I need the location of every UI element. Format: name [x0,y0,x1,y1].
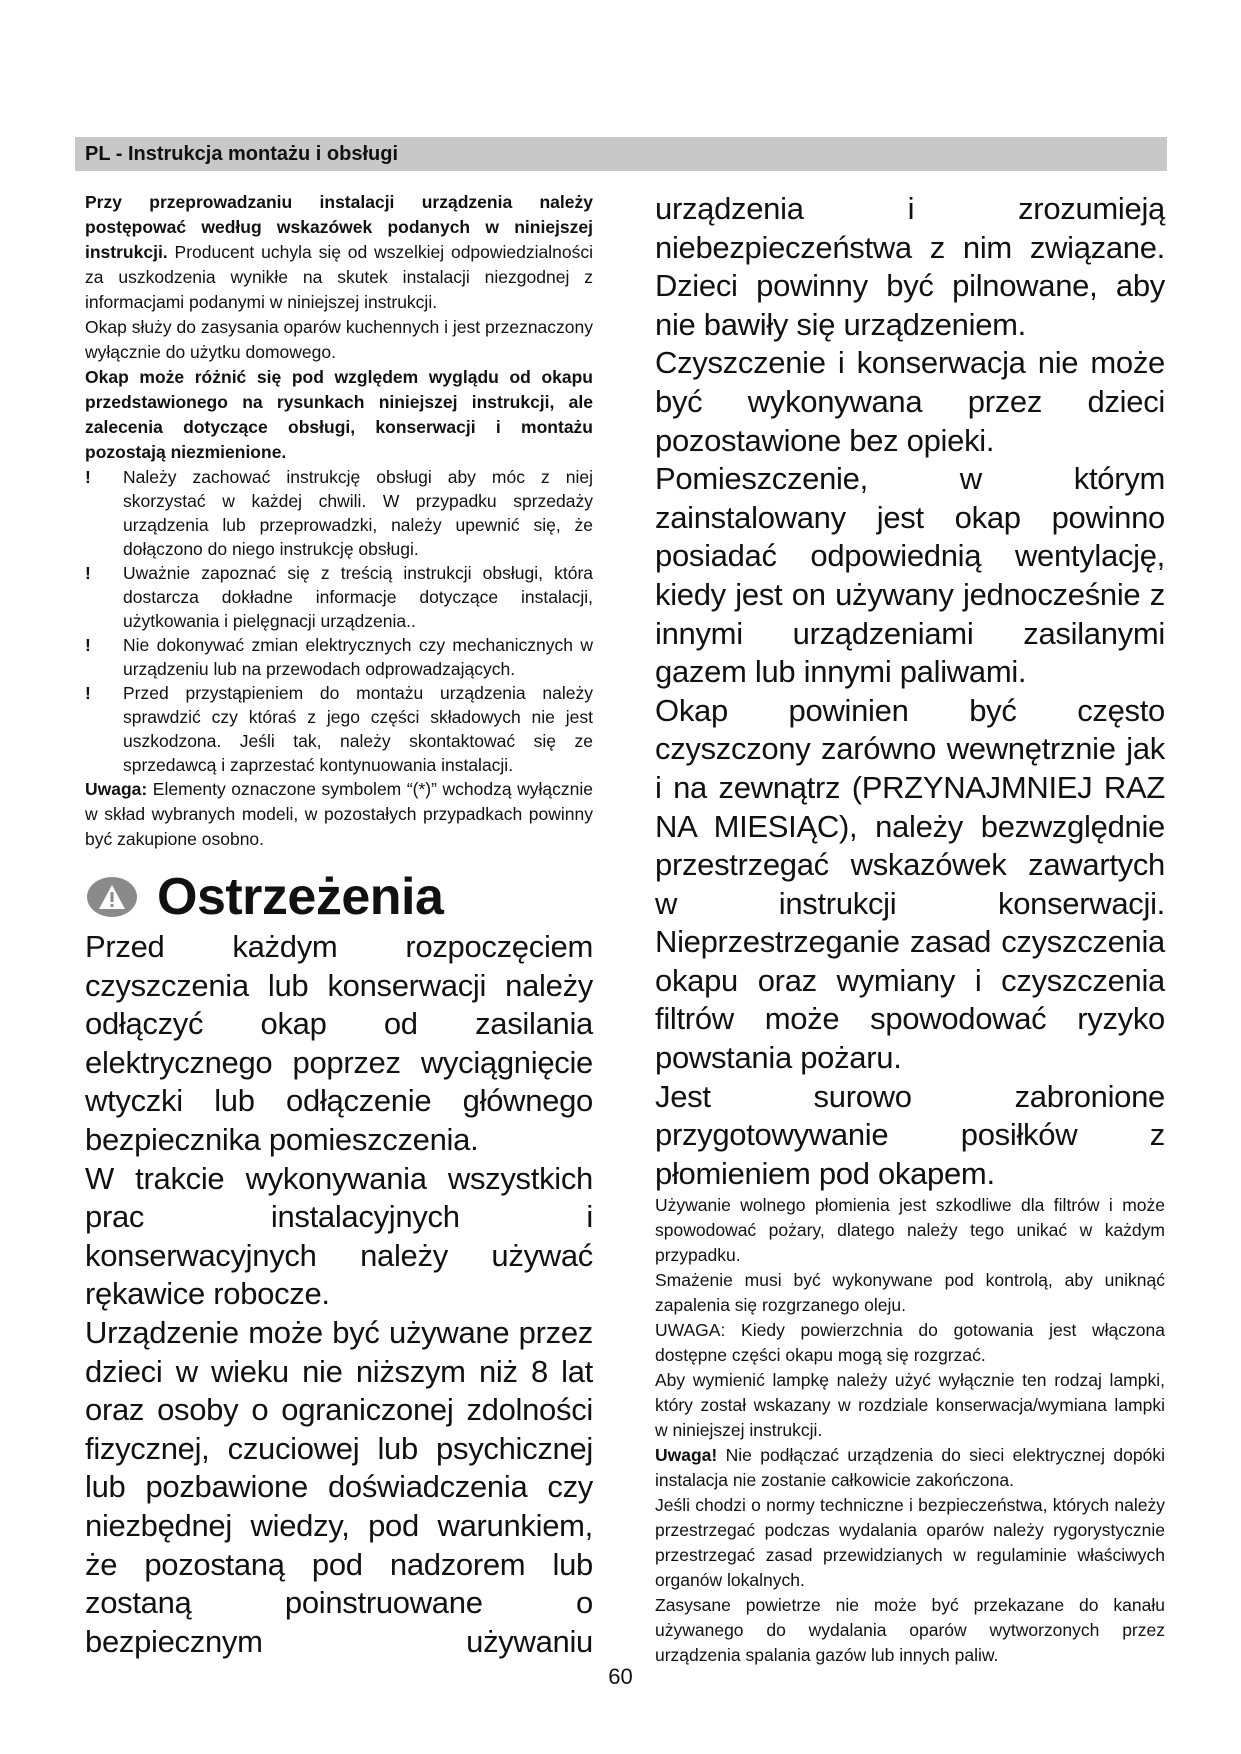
bullet-text: Uważnie zapoznać się z treścią instrukcji obsługi, która dostarcza dokładne informacje dotyczące instalacji, użytkowania i pielęgnacji urządzenia.. [123,563,593,631]
small-warning [655,1193,1165,1268]
warning-icon [87,877,137,917]
section-title: PL - Instrukcja montażu i obsługi [85,143,398,165]
bullet-mark: ! [85,563,91,583]
small-warning-text: UWAGA: Kiedy powierzchnia do gotowania jest włączona dostępne części okapu mogą się rozgrzać. [655,1320,1165,1366]
bullet-item [85,561,593,633]
small-warning [655,1593,1165,1668]
right-column [655,190,1165,1668]
note-text: Elementy oznaczone symbolem “(*)” wchodzą wyłącznie w skład wybranych modeli, w pozostałych przypadkach powinny być zakupione osobno. [85,779,593,849]
purpose-paragraph: Okap służy do zasysania oparów kuchennych i jest przeznaczony wyłącznie do użytku domowego. [85,317,593,362]
bullet-text: Należy zachować instrukcję obsługi aby móc z niej skorzystać w każdej chwili. W przypadku sprzedaży urządzenia lub przeprowadzki, należy upewnić się, że dołączono do niego instrukcję obsługi. [123,467,593,559]
warning-paragraph: Czyszczenie i konserwacja nie może być wykonywana przez dzieci pozostawione bez opieki. [655,345,1165,458]
warnings-heading [85,866,593,928]
bullet-text: Przed przystąpieniem do montażu urządzenia należy sprawdzić czy któraś z jego części składowych nie jest uszkodzona. Jeśli tak, należy skontaktować się ze sprzedawcą i zaprzestać kontynuowania instalacji. [123,683,593,775]
page-number: 60 [608,1664,633,1689]
intro-bold-lead: Przy przeprowadzaniu instalacji urządzenia należy postępować według wskazówek podanych w niniejszej instrukcji. [85,192,593,262]
bullet-mark: ! [85,635,91,655]
bullet-mark: ! [85,683,91,703]
intro-lead-rest: Producent uchyla się od wszelkiej odpowiedzialności za uszkodzenia wynikłe na skutek instalacji niezgodnej z informacjami podanymi w niniejszej instrukcji. [85,242,593,312]
small-warning [655,1318,1165,1368]
small-warning-text: Aby wymienić lampkę należy użyć wyłącznie ten rodzaj lampki, który został wskazany w rozdziale konserwacja/wymiana lampki w niniejszej instrukcji. [655,1370,1165,1441]
warning-paragraph: W trakcie wykonywania wszystkich prac instalacyjnych i konserwacyjnych należy używać rękawice robocze. [85,1160,593,1312]
small-warning [655,1368,1165,1443]
small-warning [655,1268,1165,1318]
small-warning-text: Smażenie musi być wykonywane pod kontrolą, aby uniknąć zapalenia się rozgrzanego oleju. [655,1270,1165,1316]
warning-paragraph: Okap powinien być często czyszczony zarówno wewnętrznie jak i na zewnątrz (PRZYNAJMNIEJ RAZ NA MIESIĄC), należy bezwzględnie przestrzegać wskazówek zawartych w instrukcji konserwacji. Nieprzestrzeganie zasad czyszczenia okapu oraz wymiany i czyszczenia filtrów może spowodować ryzyko powstania pożaru. [655,692,1165,1076]
bullet-text: Nie dokonywać zmian elektrycznych czy mechanicznych w urządzeniu lub na przewodach odprowadzających. [123,635,593,679]
warning-paragraph: Urządzenie może być używane przez dzieci w wieku nie niższym niż 8 lat oraz osoby o ograniczonej zdolności fizycznej, czuciowej lub psychicznej lub pozbawione doświadczenia czy niezbędnej wiedzy, pod warunkiem, że pozostaną pod nadzorem lub zostaną poinstruowane o bezpiecznym używaniu [85,1314,593,1659]
note-label: Uwaga: [85,779,148,799]
intro-paragraph [85,190,593,315]
warning-paragraph: Przed każdym rozpoczęciem czyszczenia lub konserwacji należy odłączyć okap od zasilania elektrycznego poprzez wyciągnięcie wtyczki lub odłączenie głównego bezpiecznika pomieszczenia. [85,929,593,1157]
left-column [85,190,593,1661]
warning-paragraph: Pomieszczenie, w którym zainstalowany jest okap powinno posiadać odpowiednią wentylację, kiedy jest on używany jednocześnie z innymi urządzeniami zasilanymi gazem lub innymi paliwami. [655,461,1165,690]
warning-paragraph: urządzenia i zrozumieją niebezpieczeństwa z nim związane. Dzieci powinny być pilnowane, aby nie bawiły się urządzeniem. [655,191,1165,342]
section-header [75,137,1167,171]
warnings-title: Ostrzeżenia [157,868,444,926]
small-warning [655,1493,1165,1593]
bullet-item [85,633,593,681]
bullet-item [85,465,593,561]
small-warning-bold: Uwaga! [655,1445,718,1466]
warning-triangle-icon [98,884,126,910]
note-paragraph [85,777,593,852]
small-warning [655,1443,1165,1493]
small-warning-text: Jeśli chodzi o normy techniczne i bezpieczeństwa, których należy przestrzegać podczas wydalania oparów należy rygorystycznie przestrzegać zasad przewidzianych w regulaminie właściwych organów lokalnych. [655,1495,1165,1591]
small-warning-text: Używanie wolnego płomienia jest szkodliwe dla filtrów i może spowodować pożary, dlatego należy tego unikać w każdym przypadku. [655,1195,1165,1266]
small-warning-text: Nie podłączać urządzenia do sieci elektrycznej dopóki instalacja nie zostanie całkowicie zakończona. [655,1445,1165,1491]
warning-paragraph: Jest surowo zabronione przygotowywanie posiłków z płomieniem pod okapem. [655,1078,1165,1191]
bullet-item [85,681,593,777]
appearance-paragraph: Okap może różnić się pod względem wyglądu od okapu przedstawionego na rysunkach niniejszej instrukcji, ale zalecenia dotyczące obsługi, konserwacji i montażu pozostają niezmienione. [85,367,593,462]
small-warning-text: Zasysane powietrze nie może być przekazane do kanału używanego do wydalania oparów wytworzonych przez urządzenia spalania gazów lub innych paliw. [655,1595,1165,1666]
bullet-mark: ! [85,467,91,487]
